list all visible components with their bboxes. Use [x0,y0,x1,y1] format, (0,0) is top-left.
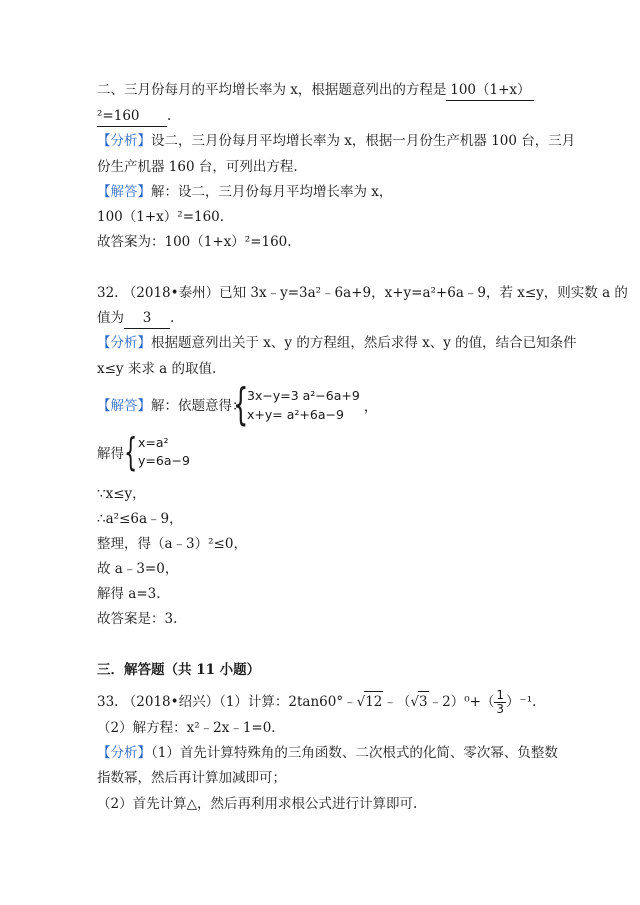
fraction-numerator: 1 [496,688,505,702]
system-equation-2: x+y= a²+6a−9 [247,407,344,422]
sqrt-12: 12 [364,691,383,712]
q31-solution-1 [97,182,392,202]
q33-analysis-text: （1）首先计算特殊角的三角函数、二次根式的化简、零次幂、负整数 [151,745,558,761]
q33-text-mid: ﹣（ [383,694,411,710]
q32-solution-intro [97,396,246,416]
q33-analysis-2: 指数幂，然后再计算加减即可； [97,770,286,786]
q31-analysis-1 [97,131,575,151]
q32-analysis-2: x≤y 来求 a 的取值. [97,361,217,377]
q32-analysis-text: 根据题意列出关于 x、y 的方程组，然后求得 x、y 的值，结合已知条件 [151,335,577,351]
system-equation-1: 3x−y=3 a²−6a+9 [247,388,360,403]
q32-text: 值为 [97,310,124,326]
left-brace: { [233,379,249,430]
q31-answer-blank-1: 100（1+x） [446,80,534,101]
q32-line1: 32. （2018•泰州）已知 3x﹣y=3a²﹣6a+9，x+y=a²+6a﹣9，若 x≤y，则实数 a 的 [97,285,628,301]
q32-answer-blank: 3 [124,308,170,329]
q33-analysis-3: （2）首先计算△，然后再利用求根公式进行计算即可. [97,796,418,812]
q32-equation-system [233,379,378,430]
q31-line2 [97,106,171,127]
section-heading: 三．解答题（共 11 小题） [97,662,261,678]
q33-analysis-1 [97,743,558,763]
fraction-denominator: 3 [496,702,505,716]
q32-step-5: 解得 a=3. [97,586,161,602]
q31-solution-2: 100（1+x）²=160. [97,209,225,225]
q31-line1 [97,80,534,101]
q31-analysis-text: 设二，三月份每月平均增长率为 x，根据一月份生产机器 100 台，三月 [151,133,576,149]
q32-period: . [170,310,175,326]
q32-step-4: 故 a﹣3=0， [97,561,179,577]
analysis-tag: 【分析】 [97,335,151,351]
q32-analysis-1 [97,333,577,353]
solved-equation-1: x=a² [138,435,169,450]
q32-solved-intro: 解得 [97,446,124,462]
solution-tag: 【解答】 [97,184,151,200]
fraction-one-third [494,689,506,716]
q32-step-2: ∴a²≤6a﹣9， [97,511,183,527]
q32-final-answer: 故答案是：3. [97,611,178,627]
q33-text-after: ﹣2）⁰+（ [428,694,495,710]
sqrt-3: 3 [418,691,429,712]
q31-period: . [167,108,172,124]
q31-answer-blank-2: ²=160 [97,106,167,127]
q33-text-end: ）⁻¹. [506,694,537,710]
q31-analysis-2: 份生产机器 160 台，可列出方程. [97,159,298,175]
q32-line2 [97,308,174,329]
analysis-tag: 【分析】 [97,745,151,761]
q32-step-3: 整理，得（a﹣3）²≤0， [97,536,247,552]
q32-step-1: ∵x≤y， [97,486,146,502]
q31-final-answer: 故答案为：100（1+x）²=160. [97,234,292,250]
system-comma: ， [363,399,378,415]
q32-solved-system [124,430,190,474]
analysis-tag: 【分析】 [97,133,151,149]
q33-part2: （2）解方程：x²﹣2x﹣1=0. [97,720,276,736]
q33-text: 33. （2018•绍兴）（1）计算：2tan60°﹣ [97,694,357,710]
q33-line1: 33. （2018•绍兴）（1）计算：2tan60°﹣√12﹣（√3﹣2）⁰+（ $\frac{1}{3}$ ）⁻¹. [97,688,537,716]
solution-tag: 【解答】 [97,398,151,414]
q32-solution-text: 解：依题意得： [151,398,246,414]
left-brace: { [124,430,138,474]
q31-question-text: 二、三月份每月的平均增长率为 x，根据题意列出的方程是 [97,82,447,98]
q31-solution-text: 解：设二，三月份每月平均增长率为 x， [151,184,393,200]
solved-equation-2: y=6a−9 [138,453,190,468]
